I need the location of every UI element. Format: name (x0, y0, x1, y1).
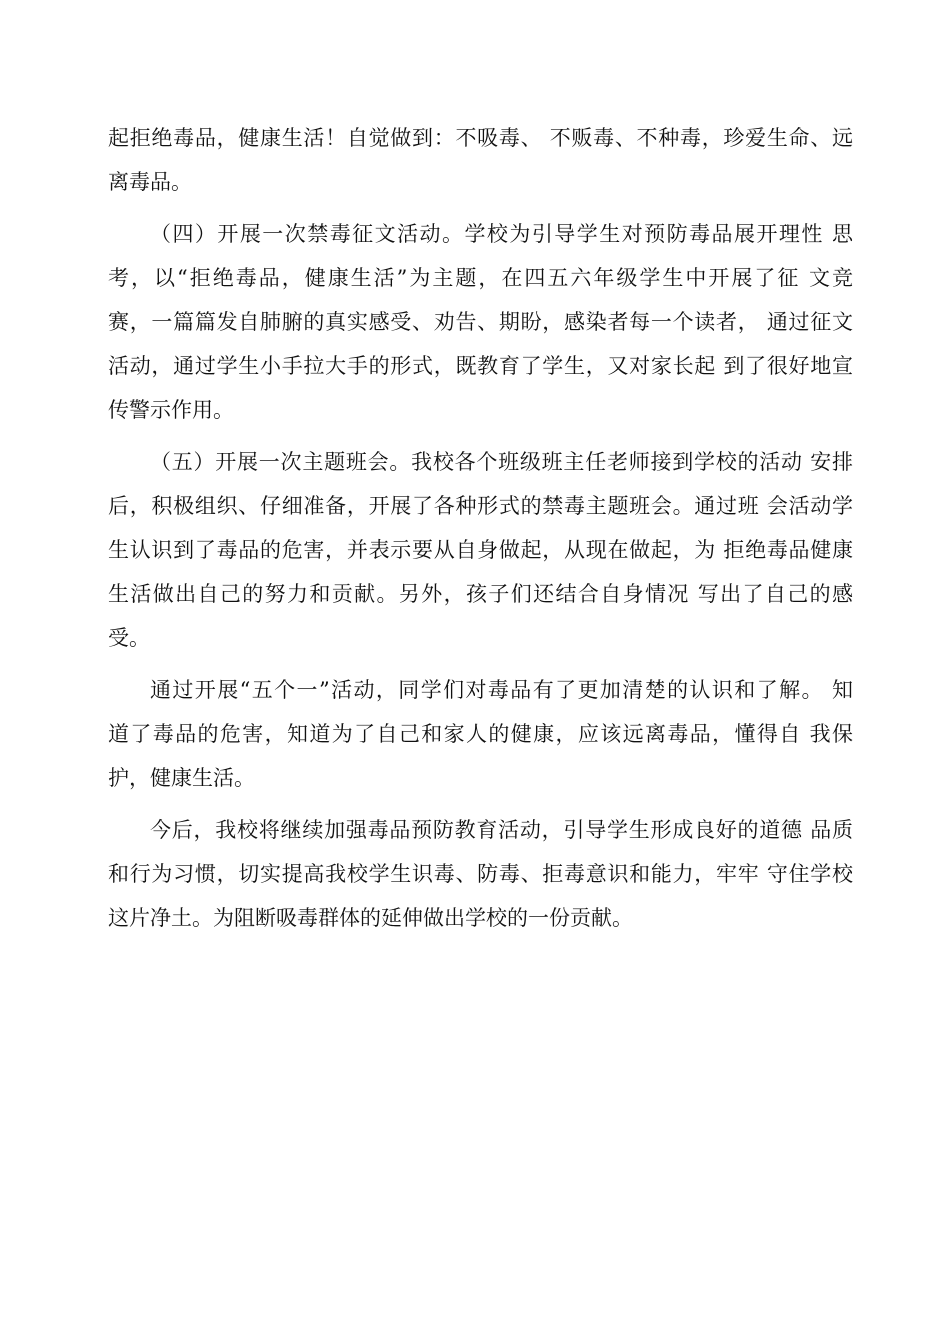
document-body (108, 116, 853, 940)
text-line: 离毒品。 (108, 170, 192, 194)
text-line: 起拒绝毒品，健康生活！自觉做到：不吸毒、 不贩毒、不种毒，珍爱生命、远 (108, 126, 853, 150)
text-line: 护，健康生活。 (108, 766, 255, 790)
text-line: 后，积极组织、仔细准备，开展了各种形式的禁毒主题班会。通过班 会活动学 (108, 494, 853, 518)
paragraph-4 (108, 668, 853, 800)
text-line: 传警示作用。 (108, 398, 234, 422)
text-line: 受。 (108, 626, 150, 650)
text-line: 今后，我校将继续加强毒品预防教育活动，引导学生形成良好的道德 品质 (150, 818, 853, 842)
text-line: 这片净土。为阻断吸毒群体的延伸做出学校的一份贡献。 (108, 906, 633, 930)
text-line: 赛，一篇篇发自肺腑的真实感受、劝告、期盼，感染者每一个读者， 通过征文 (108, 310, 853, 334)
text-line: 通过开展“五个一”活动，同学们对毒品有了更加清楚的认识和了解。 知 (150, 678, 853, 702)
paragraph-3 (108, 440, 853, 660)
text-line: 和行为习惯，切实提高我校学生识毒、防毒、拒毒意识和能力，牢牢 守住学校 (108, 862, 853, 886)
paragraph-5 (108, 808, 853, 940)
paragraph-1 (108, 116, 853, 204)
text-line: （五）开展一次主题班会。我校各个班级班主任老师接到学校的活动 安排 (150, 450, 853, 474)
text-line: 道了毒品的危害，知道为了自己和家人的健康，应该远离毒品，懂得自 我保 (108, 722, 853, 746)
text-line: 活动，通过学生小手拉大手的形式，既教育了学生，又对家长起 到了很好地宣 (108, 354, 853, 378)
text-line: （四）开展一次禁毒征文活动。学校为引导学生对预防毒品展开理性 思 (150, 222, 853, 246)
text-line: 生活做出自己的努力和贡献。另外，孩子们还结合自身情况 写出了自己的感 (108, 582, 853, 606)
text-line: 考，以“拒绝毒品，健康生活”为主题，在四五六年级学生中开展了征 文竞 (108, 266, 853, 290)
paragraph-2 (108, 212, 853, 432)
text-line: 生认识到了毒品的危害，并表示要从自身做起，从现在做起，为 拒绝毒品健康 (108, 538, 853, 562)
